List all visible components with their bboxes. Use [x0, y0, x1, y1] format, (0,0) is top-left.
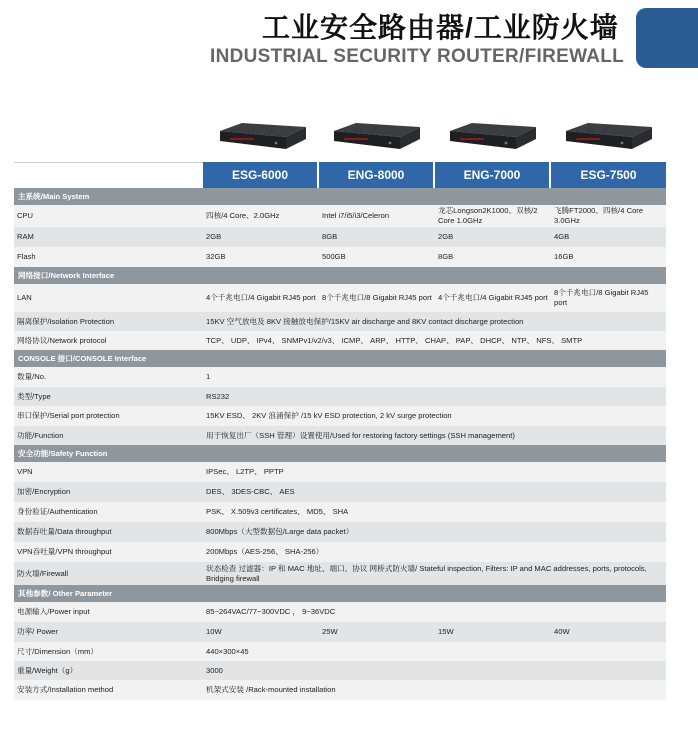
device-image	[446, 117, 538, 157]
model-header: ENG-7000	[435, 162, 549, 188]
row-label: 加密/Encryption	[14, 482, 203, 502]
model-header: ESG-7500	[551, 162, 666, 188]
cell-value: 40W	[551, 622, 666, 642]
section-header	[14, 585, 666, 602]
row-value: IPSec、 L2TP、 PPTP	[203, 462, 666, 482]
spec-table	[14, 188, 666, 700]
section-header	[14, 267, 666, 284]
cell-value: 16GB	[551, 247, 666, 267]
row-label: 数量/No.	[14, 367, 203, 387]
section-header	[14, 350, 666, 367]
table-row	[14, 602, 666, 622]
row-label: 数据吞吐量/Data throughput	[14, 522, 203, 542]
table-row	[14, 642, 666, 661]
page-subtitle: INDUSTRIAL SECURITY ROUTER/FIREWALL	[210, 46, 625, 67]
row-value: 状态检查 过滤器：IP 和 MAC 地址、端口、协议 网桥式防火墙/ Stateful inspection, Filters: IP and MAC addresses, ports, protocols, Bridging firewall	[203, 562, 666, 585]
row-label: 功能/Function	[14, 426, 203, 445]
table-row	[14, 312, 666, 331]
cell-value: 飞腾FT2000、四核/4 Core 3.0GHz	[551, 205, 666, 227]
section-title: 主系统/Main System	[14, 188, 666, 205]
row-value: 3000	[203, 661, 666, 680]
row-value: 15KV ESD、 2KV 浪涌保护 /15 kV ESD protection, 2 kV surge protection	[203, 406, 666, 426]
table-row	[14, 284, 666, 312]
page-title: 工业安全路由器/工业防火墙	[262, 12, 619, 43]
row-label: CPU	[14, 205, 203, 227]
table-row	[14, 462, 666, 482]
row-value: TCP、 UDP、 IPv4、 SNMPv1/v2/v3、 ICMP、 ARP、 HTTP、 CHAP、 PAP、 DHCP、 NTP、 NFS、 SMTP	[203, 331, 666, 350]
row-value: 800Mbps（大型数据包/Large data packet）	[203, 522, 666, 542]
table-row	[14, 387, 666, 406]
cell-value: 32GB	[203, 247, 319, 267]
cell-value: 25W	[319, 622, 435, 642]
cell-value: 4GB	[551, 227, 666, 247]
row-label: 网络协议/Network protocol	[14, 331, 203, 350]
row-value: RS232	[203, 387, 666, 406]
row-label: 身份验证/Authentication	[14, 502, 203, 522]
table-row	[14, 406, 666, 426]
cell-value: 8个千兆电口/8 Gigabit RJ45 port	[551, 284, 666, 312]
cell-value: 500GB	[319, 247, 435, 267]
corner-tab	[636, 8, 698, 68]
row-label: Flash	[14, 247, 203, 267]
cell-value: 龙芯Longson2K1000、双核/2 Core 1.0GHz	[435, 205, 551, 227]
cell-value: 8个千兆电口/8 Gigabit RJ45 port	[319, 284, 435, 312]
row-label: 功率/ Power	[14, 622, 203, 642]
section-title: CONSOLE 接口/CONSOLE Interface	[14, 350, 666, 367]
table-row	[14, 502, 666, 522]
table-row	[14, 542, 666, 562]
row-value: DES、 3DES-CBC、 AES	[203, 482, 666, 502]
header-spacer	[14, 162, 203, 189]
device-image	[562, 117, 654, 157]
row-label: VPN	[14, 462, 203, 482]
cell-value: 4个千兆电口/4 Gigabit RJ45 port	[203, 284, 319, 312]
row-label: 重量/Weight（g）	[14, 661, 203, 680]
table-row	[14, 522, 666, 542]
row-label: 隔离保护/Isolation Protection	[14, 312, 203, 331]
table-row	[14, 367, 666, 387]
row-value: PSK、 X.509v3 certificates、 MD5、 SHA	[203, 502, 666, 522]
cell-value: 8GB	[435, 247, 551, 267]
row-label: LAN	[14, 284, 203, 312]
table-row	[14, 205, 666, 227]
cell-value: 10W	[203, 622, 319, 642]
device-image	[330, 117, 422, 157]
cell-value: 2GB	[435, 227, 551, 247]
table-row	[14, 562, 666, 585]
row-label: 防火墙/Firewall	[14, 562, 203, 585]
cell-value: 四核/4 Core、2.0GHz	[203, 205, 319, 227]
table-row	[14, 622, 666, 642]
cell-value: 8GB	[319, 227, 435, 247]
row-value: 15KV 空气放电及 8KV 接触放电保护/15KV air discharge and 8KV contact discharge protection	[203, 312, 666, 331]
cell-value: 2GB	[203, 227, 319, 247]
table-row	[14, 680, 666, 700]
model-header: ENG-8000	[319, 162, 433, 188]
row-value: 机架式安装 /Rack-mounted installation	[203, 680, 666, 700]
cell-value: 4个千兆电口/4 Gigabit RJ45 port	[435, 284, 551, 312]
row-label: 安装方式/Installation method	[14, 680, 203, 700]
cell-value: 15W	[435, 622, 551, 642]
row-label: VPN吞吐量/VPN throughput	[14, 542, 203, 562]
row-value: 1	[203, 367, 666, 387]
table-row	[14, 426, 666, 445]
row-value: 85~264VAC/77~300VDC ， 9~36VDC	[203, 602, 666, 622]
device-image	[216, 117, 308, 157]
section-title: 网络接口/Network Interface	[14, 267, 666, 284]
row-value: 用于恢复出厂（SSH 管理）设置使用/Used for restoring factory settings (SSH management)	[203, 426, 666, 445]
section-header	[14, 445, 666, 462]
section-title: 其他参数/ Other Parameter	[14, 585, 666, 602]
model-header: ESG-6000	[203, 162, 317, 188]
section-header	[14, 188, 666, 205]
table-row	[14, 331, 666, 350]
section-title: 安全功能/Safety Function	[14, 445, 666, 462]
row-label: 类型/Type	[14, 387, 203, 406]
table-row	[14, 482, 666, 502]
row-value: 440×300×45	[203, 642, 666, 661]
cell-value: Intel i7/i5/i3/Celeron	[319, 205, 435, 227]
row-value: 200Mbps（AES-256、 SHA-256）	[203, 542, 666, 562]
row-label: 尺寸/Dimension（mm）	[14, 642, 203, 661]
model-header-row	[14, 162, 666, 188]
table-row	[14, 247, 666, 267]
table-row	[14, 661, 666, 680]
row-label: 电源输入/Power input	[14, 602, 203, 622]
row-label: RAM	[14, 227, 203, 247]
row-label: 串口保护/Serial port protection	[14, 406, 203, 426]
table-row	[14, 227, 666, 247]
